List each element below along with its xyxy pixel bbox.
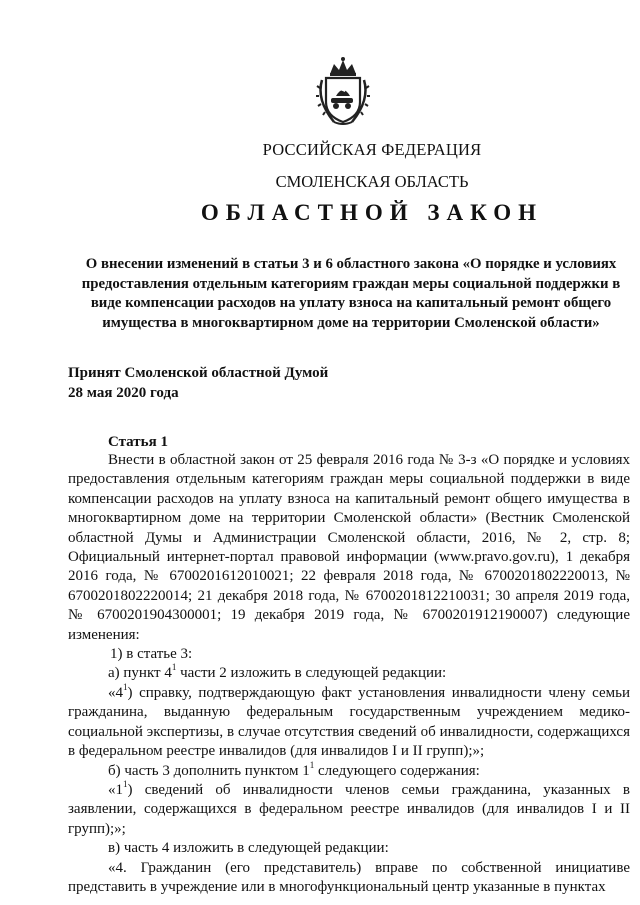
- document-type-title: ОБЛАСТНОЙ ЗАКОН: [200, 200, 544, 225]
- item-a: а) пункт $4^1$ части 2 изложить в следующей редакции:: [108, 662, 447, 682]
- item-b: б) часть 3 дополнить пунктом $1^1$ следующего содержания:: [108, 759, 480, 779]
- article-body: [68, 451, 630, 897]
- adoption-block: [68, 364, 468, 403]
- adoption-date: 28 мая 2020 года: [68, 384, 179, 401]
- quote-a: «$4^1$) справку, подтверждающую факт установления инвалидности члену семьи гражданина, выданную федеральным государственным учреждением медико-социальной экспертизы, в случае отсутствия сведений об инвалидности, содержащихся в федеральном реестре инвалидов (для инвалидов I и II групп);»;: [68, 681, 630, 760]
- item-c: в) часть 4 изложить в следующей редакции:: [108, 840, 389, 857]
- quote-c: «4. Гражданин (его представитель) вправе по собственной инициативе представить в учреждение или в многофункциональный центр указанные в пунктах: [68, 859, 630, 895]
- law-heading: О внесении изменений в статьи 3 и 6 областного закона «О порядке и условиях предоставления отдельным категориям граждан меры социальной поддержки в виде компенсации расходов на уплату взноса на капитальный ремонт общего имущества в многоквартирном доме на территории Смоленской области»: [81, 256, 621, 331]
- intro-paragraph: Внести в областной закон от 25 февраля 2016 года № 3-з «О порядке и условиях предоставления отдельным категориям граждан меры социальной поддержки в виде компенсации расходов на уплату взноса на капитальный ремонт общего имущества в многоквартирном доме на территории Смоленской области» (Вестник Смоленской областной Думы и Администрации Смоленской области, 2016, № 2, стр. 8; Официальный интернет-портал правовой информации (www.pravo.gov.ru), 1 декабря 2016 года, № 6700201612010021; 22 февраля 2018 года, № 6700201802220013, № 6700201802220014; 21 декабря 2018 года, № 6700201812210031; 30 апреля 2019 года, № 6700201904300001; 19 декабря 2019 года, № 6700201912190007) следующие изменения:: [68, 452, 630, 643]
- item-1: 1) в статье 3:: [110, 646, 193, 663]
- region-name: СМОЛЕНСКАЯ ОБЛАСТЬ: [275, 172, 469, 191]
- coat-of-arms-emblem: [312, 56, 374, 126]
- country-name: РОССИЙСКАЯ ФЕДЕРАЦИЯ: [262, 140, 482, 159]
- article-title: Статья 1: [108, 434, 168, 450]
- quote-b: «$1^1$) сведений об инвалидности членов семьи гражданина, указанных в заявлении, содержащихся в федеральном реестре инвалидов (для инвалидов I и II групп);»;: [68, 778, 630, 837]
- adoption-line: Принят Смоленской областной Думой: [68, 365, 329, 381]
